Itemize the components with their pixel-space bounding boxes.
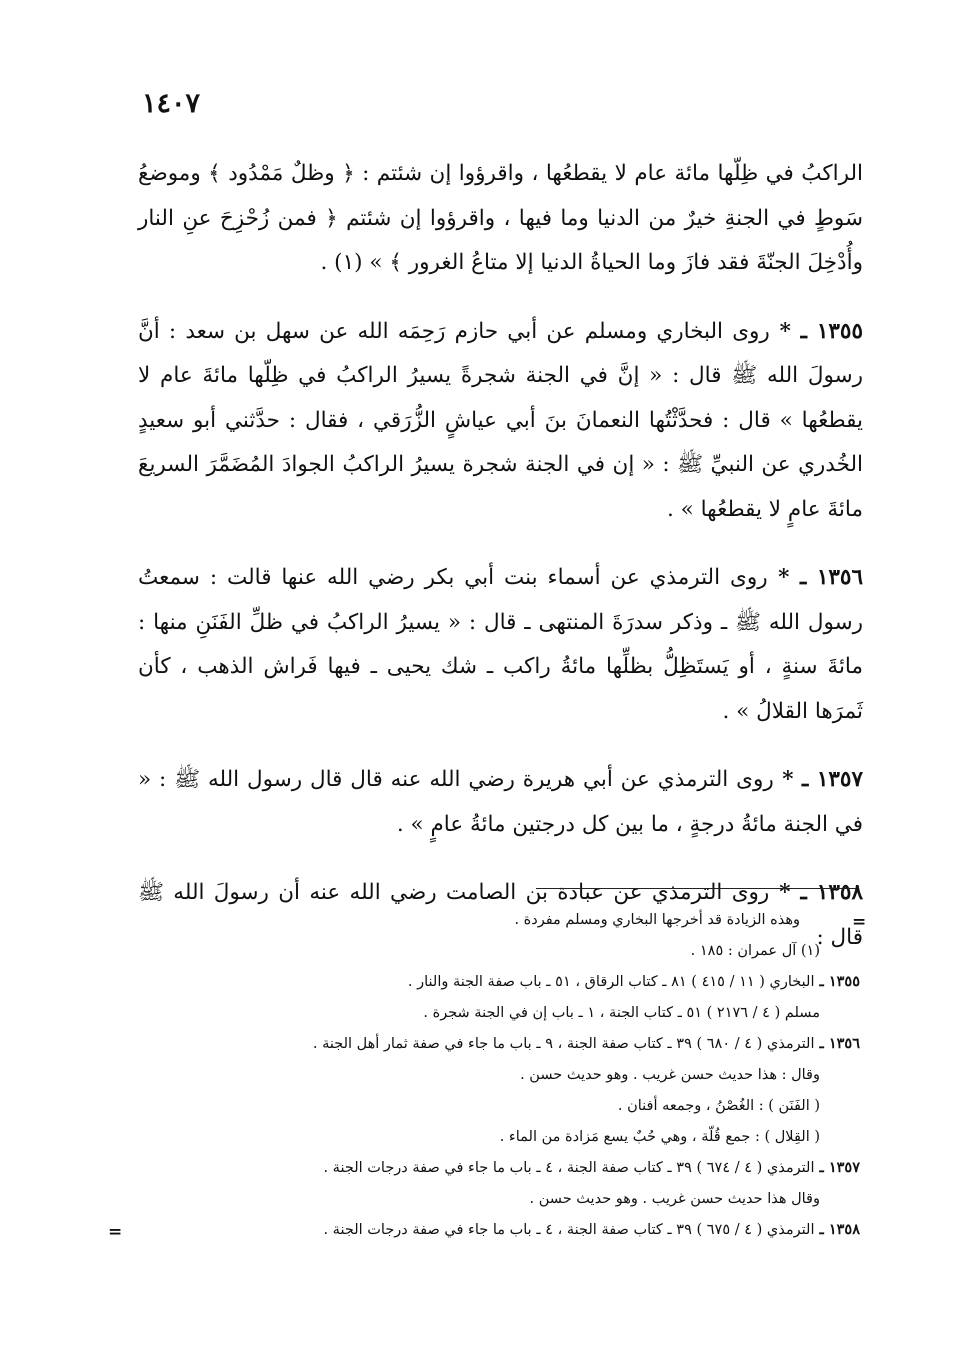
footnote-text: ( القِلال ) : جمع قُلّة ، وهي حُبٌ يسع مَزادة من الماء . (499, 1129, 820, 1145)
footnote-line (260, 997, 860, 1028)
footnote-line (260, 1152, 860, 1183)
footnote-text: الترمذي ( ٤ / ٦٨٠ ) ٣٩ ـ كتاب صفة الجنة ، ٩ ـ باب ما جاء في صفة ثمار أهل الجنة . (312, 1036, 815, 1052)
paragraph (138, 556, 863, 734)
hadith-number: ١٣٥٦ ـ * (767, 565, 864, 590)
footnote-line (260, 904, 860, 935)
footnote-text: مسلم ( ٤ / ٢١٧٦ ) ٥١ ـ كتاب الجنة ، ١ ـ باب إن في الجنة شجرة . (423, 1005, 820, 1021)
footnote-text: الترمذي ( ٤ / ٦٧٤ ) ٣٩ ـ كتاب صفة الجنة ، ٤ ـ باب ما جاء في صفة درجات الجنة . (323, 1160, 815, 1176)
footnotes (260, 904, 860, 1245)
paragraph-text: روى الترمذي عن عبادة بن الصامت رضي الله عنه أن رسولَ الله ﷺ قال : (138, 880, 863, 950)
main-text (138, 152, 863, 984)
paragraph (138, 310, 863, 533)
paragraph (138, 758, 863, 847)
paragraph-text: روى الترمذي عن أبي هريرة رضي الله عنه قال قال رسول الله ﷺ : « في الجنة مائةُ درجةٍ ، ما بين كل درجتين مائةُ عامٍ » . (138, 767, 863, 837)
paragraph-text: الراكبُ في ظِلّها مائة عام لا يقطعُها ، واقرؤوا إن شئتم : ﴿ وظلٌ مَمْدُود ﴾ وموضعُ سَوطٍ في الجنةِ خيرٌ من الدنيا وما فيها ، واقرؤوا إن شئتم ﴿ فمن زُحْزِحَ عنِ النار وأُدْخِلَ الجنّةَ فقد فازَ وما الحياةُ الدنيا إلا متاعُ الغرور ﴾ » (١) . (138, 161, 863, 275)
footnote-line (260, 1214, 860, 1245)
continuation-mark: = (852, 912, 867, 932)
footnote-text: الترمذي ( ٤ / ٦٧٥ ) ٣٩ ـ كتاب صفة الجنة ، ٤ ـ باب ما جاء في صفة درجات الجنة . (323, 1222, 815, 1238)
hadith-number: ١٣٥٨ ـ * (769, 880, 863, 905)
footnote-line (260, 1090, 860, 1121)
footnote-number: ١٣٥٥ ـ (814, 973, 860, 990)
paragraph (138, 152, 863, 286)
page-number: ١٤٠٧ (142, 88, 201, 119)
footnote-line (260, 966, 860, 997)
footnote-line (260, 1183, 860, 1214)
footnote-text: وقال : هذا حديث حسن غريب . وهو حديث حسن . (520, 1067, 820, 1083)
footnote-line (260, 1121, 860, 1152)
footnote-number: ١٣٥٨ ـ (814, 1221, 860, 1238)
footnote-number: ١٣٥٧ ـ (814, 1159, 860, 1176)
footnote-text: وقال هذا حديث حسن غريب . وهو حديث حسن . (529, 1191, 820, 1207)
footnote-text: وهذه الزيادة قد أخرجها البخاري ومسلم مفردة . (514, 912, 800, 928)
footnote-separator (536, 888, 856, 889)
footnote-text: ( الفَنَن ) : الغُصْنُ ، وجمعه أفنان . (617, 1098, 820, 1114)
hadith-number: ١٣٥٥ ـ * (769, 318, 864, 344)
continuation-mark: = (108, 1222, 123, 1242)
footnote-number: ١٣٥٦ ـ (814, 1035, 860, 1052)
paragraph-text: روى الترمذي عن أسماء بنت أبي بكر رضي الله عنها قالت : سمعتُ رسول الله ﷺ ـ وذكر سدرَةَ المنتهى ـ قال : « يسيرُ الراكبُ في ظلِّ الفَنَنِ منها : مائةَ سنةٍ ، أو يَستَظِلُّ بظلِّها مائةُ راكب ـ شك يحيى ـ فيها فَراش الذهب ، كأن ثَمرَها القلالُ » . (138, 565, 863, 724)
hadith-number: ١٣٥٧ ـ * (773, 767, 864, 792)
footnote-line (260, 1028, 860, 1059)
footnote-line (260, 935, 860, 966)
footnote-line (260, 1059, 860, 1090)
footnote-text: (١) آل عمران : ١٨٥ . (690, 943, 820, 959)
paragraph-text: روى البخاري ومسلم عن أبي حازم رَحِمَه الله عن سهل بن سعد : أنَّ رسولَ الله ﷺ قال : « إنَّ في الجنة شجرةً يسيرُ الراكبُ في ظِلّها مائةَ عام لا يقطعُها » قال : فحدَّثْتُها النعمانَ بنَ أبي عياشٍ الزُّرَقي ، فقال : حدَّثني أبو سعيدٍ الخُدري عن النبيِّ ﷺ : « إن في الجنة شجرة يسيرُ الراكبُ الجوادَ المُضَمَّرَ السريعَ مائةَ عامٍ لا يقطعُها » . (138, 318, 863, 522)
footnote-text: البخاري ( ١١ / ٤١٥ ) ٨١ ـ كتاب الرقاق ، ٥١ ـ باب صفة الجنة والنار . (407, 974, 815, 990)
